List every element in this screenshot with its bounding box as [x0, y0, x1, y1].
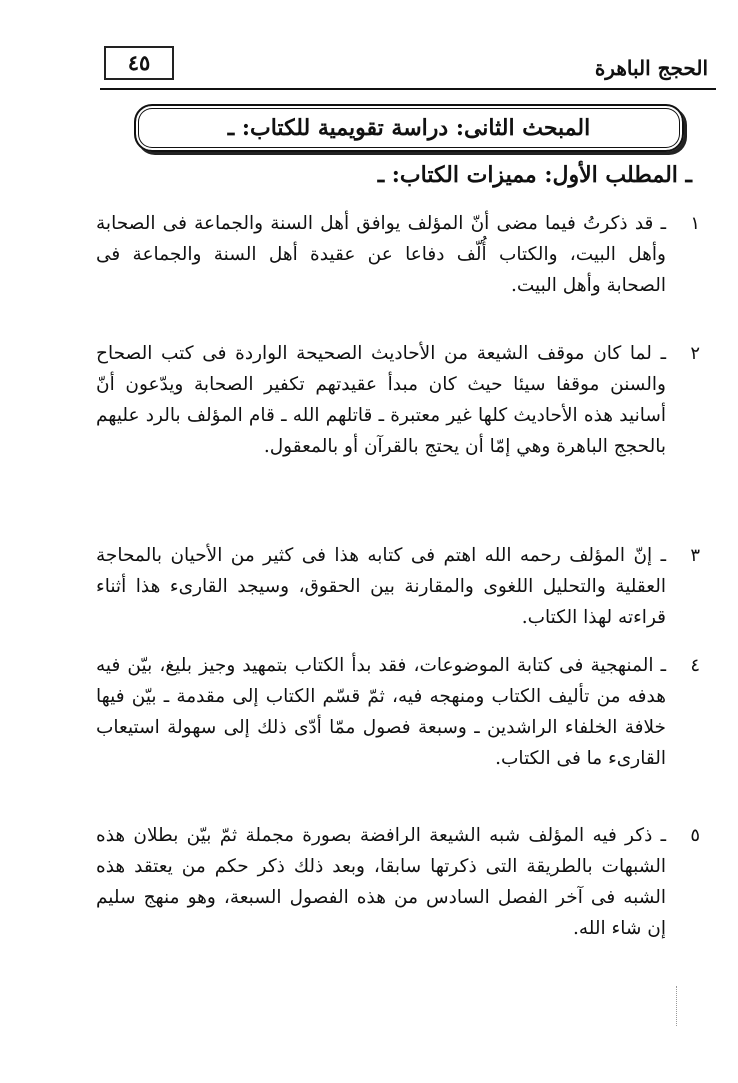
list-item [96, 820, 700, 944]
point-text: ـ ذكر فيه المؤلف شبه الشيعة الرافضة بصورة مجملة ثمّ بيّن بطلان هذه الشبهات بالطريقة التى ذكرتها سابقا، وبعد ذلك ذكر حكم من يعتقد هذه الشبه فى آخر الفصل السادس من هذه الفصول السبعة، وهو منهج سليم إن شاء الله. [96, 825, 666, 939]
point-text: ـ إنّ المؤلف رحمه الله اهتم فى كتابه هذا فى كثير من الأحيان بالمحاجة العقلية والتحليل اللغوى والمقارنة بين الحقوق، وسيجد القارىء هذا أثناء قراءته لهذا الكتاب. [96, 545, 666, 628]
page-number: ٤٥ [104, 46, 174, 80]
list-item [96, 650, 700, 774]
section-title: المبحث الثانى: دراسة تقويمية للكتاب: ـ [227, 115, 591, 141]
point-text: ـ المنهجية فى كتابة الموضوعات، فقد بدأ الكتاب بتمهيد وجيز بليغ، بيّن فيه هدفه من تأليف الكتاب ومنهجه فيه، ثمّ قسّم الكتاب إلى مقدمة ـ بيّن فيها خلافة الخلفاء الراشدين ـ وسبعة فصول ممّا أدّى ذلك إلى سهولة استيعاب القارىء ما فى الكتاب. [96, 655, 666, 769]
book-title: الحجج الباهرة [594, 56, 708, 80]
list-item [96, 540, 700, 633]
subsection-heading: ـ المطلب الأول: مميزات الكتاب: ـ [377, 162, 692, 188]
running-header [100, 40, 716, 88]
point-number: ٤ [690, 655, 700, 676]
point-number: ١ [690, 213, 700, 234]
point-number: ٣ [690, 545, 700, 566]
header-rule [100, 88, 716, 90]
list-item [96, 208, 700, 301]
point-number: ٥ [690, 825, 700, 846]
point-text: ـ قد ذكرتُ فيما مضى أنّ المؤلف يوافق أهل السنة والجماعة فى الصحابة وأهل البيت، والكتاب أُلّف دفاعا عن عقيدة أهل السنة والجماعة فى الصحابة وأهل البيت. [96, 213, 666, 296]
scan-artifact [676, 986, 679, 1026]
section-title-frame [134, 104, 684, 152]
point-text: ـ لما كان موقف الشيعة من الأحاديث الصحيحة الواردة فى كتب الصحاح والسنن موقفا سيئا حيث كان مبدأ عقيدتهم تكفير الصحابة ويدّعون أنّ أسانيد هذه الأحاديث كلها غير معتبرة ـ قاتلهم الله ـ قام المؤلف بالرد عليهم بالحجج الباهرة وهي إمّا أن يحتج بالقرآن أو بالمعقول. [96, 343, 666, 457]
point-number: ٢ [690, 343, 700, 364]
list-item [96, 338, 700, 462]
